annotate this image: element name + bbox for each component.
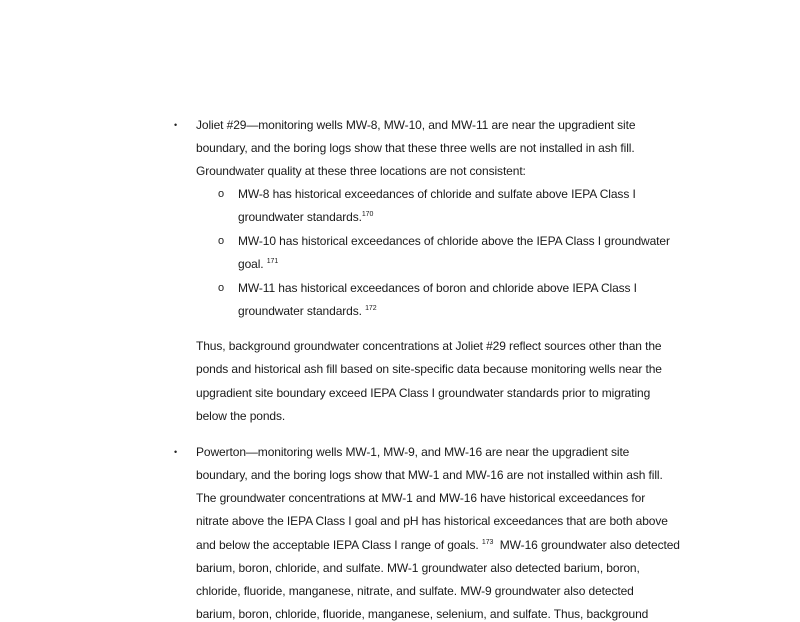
mw10-line-1: MW-10 has historical exceedances of chloride above the IEPA Class I groundwater: [238, 234, 670, 248]
subbullet-marker: o: [218, 188, 225, 200]
powerton-line-5: [196, 537, 680, 553]
joliet-line-3: Groundwater quality at these three locations are not consistent:: [196, 164, 526, 178]
subbullet-marker: o: [218, 235, 225, 247]
powerton-line-3: The groundwater concentrations at MW-1 and MW-16 have historical exceedances for: [196, 491, 646, 505]
thus-line-1: Thus, background groundwater concentrations at Joliet #29 reflect sources other than the: [196, 339, 662, 353]
subbullet-marker: o: [218, 282, 225, 294]
powerton-line-6: barium, boron, chloride, and sulfate. MW-1 groundwater also detected barium, boron,: [196, 561, 640, 575]
mw10-line-2: [238, 256, 278, 272]
footnote-ref-172: 172: [365, 305, 377, 312]
footnote-ref-171: 171: [266, 258, 279, 265]
powerton-line-5-end: MW-16 groundwater also detected: [499, 538, 680, 552]
footnote-ref-173: 173: [481, 539, 494, 546]
powerton-line-1: Powerton—monitoring wells MW-1, MW-9, and MW-16 are near the upgradient site: [196, 445, 630, 459]
powerton-line-2: boundary, and the boring logs show that MW-1 and MW-16 are not installed within ash fill.: [196, 468, 663, 482]
mw11-line-2: [238, 303, 377, 319]
bullet-marker: •: [174, 120, 178, 130]
powerton-line-5-start: and below the acceptable IEPA Class I range of goals.: [196, 538, 479, 552]
mw11-line-1: MW-11 has historical exceedances of boron and chloride above IEPA Class I: [238, 281, 637, 295]
joliet-line-2: boundary, and the boring logs show that these three wells are not installed in ash fill.: [196, 141, 635, 155]
powerton-line-4: nitrate above the IEPA Class I goal and pH has historical exceedances that are both above: [196, 514, 668, 528]
bullet-marker: •: [174, 447, 178, 457]
mw10-line-2-text: goal.: [238, 257, 264, 271]
mw8-line-2: [238, 209, 373, 225]
thus-line-3: upgradient site boundary exceed IEPA Class I groundwater standards prior to migrating: [196, 386, 651, 400]
thus-line-4: below the ponds.: [196, 409, 286, 423]
footnote-ref-170: 170: [361, 211, 374, 218]
thus-line-2: ponds and historical ash fill based on site-specific data because monitoring wells near the: [196, 362, 662, 376]
powerton-line-7: chloride, fluoride, manganese, nitrate, and sulfate. MW-9 groundwater also detected: [196, 584, 634, 598]
mw8-line-1: MW-8 has historical exceedances of chloride and sulfate above IEPA Class I: [238, 187, 636, 201]
powerton-line-8: barium, boron, chloride, fluoride, manganese, selenium, and sulfate. Thus, background: [196, 607, 649, 621]
joliet-line-1: Joliet #29—monitoring wells MW-8, MW-10, and MW-11 are near the upgradient site: [196, 118, 636, 132]
mw11-line-2-text: groundwater standards.: [238, 304, 362, 318]
mw8-line-2-text: groundwater standards.: [238, 210, 362, 224]
